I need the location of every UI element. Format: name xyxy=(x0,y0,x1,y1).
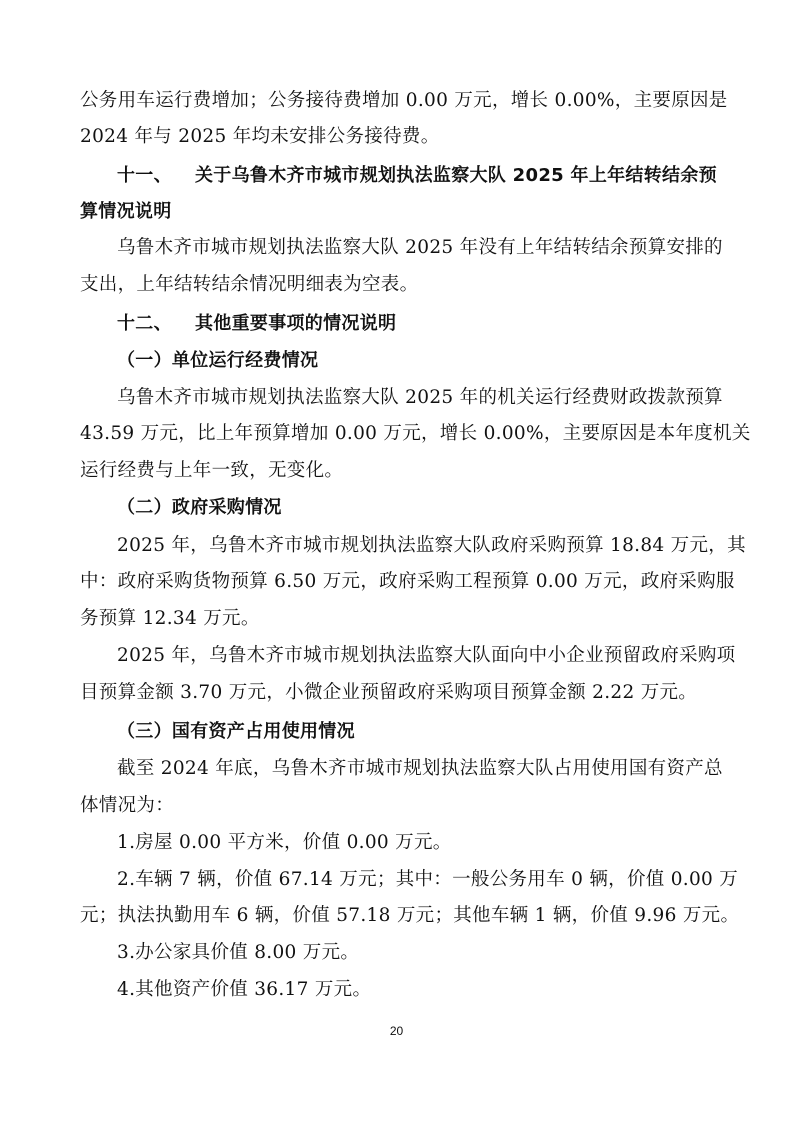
paragraph-line: 乌鲁木齐市城市规划执法监察大队 2025 年没有上年结转结余预算安排的 xyxy=(117,237,723,258)
paragraph-line: 目预算金额 3.70 万元，小微企业预留政府采购项目预算金额 2.22 万元。 xyxy=(80,682,698,703)
list-item: 3.办公家具价值 8.00 万元。 xyxy=(117,942,360,963)
section-heading-12 xyxy=(117,311,720,337)
paragraph-line: 乌鲁木齐市城市规划执法监察大队 2025 年的机关运行经费财政拨款预算 xyxy=(117,387,723,408)
page-number: 20 xyxy=(389,1024,404,1038)
paragraph-line: 2025 年，乌鲁木齐市城市规划执法监察大队政府采购预算 18.84 万元，其 xyxy=(117,535,746,556)
section-heading-11 xyxy=(117,163,720,189)
list-item: 4.其他资产价值 36.17 万元。 xyxy=(117,979,372,1000)
paragraph-line: 务预算 12.34 万元。 xyxy=(80,608,260,629)
paragraph-line: 运行经费与上年一致，无变化。 xyxy=(80,460,344,481)
paragraph-line: 中：政府采购货物预算 6.50 万元，政府采购工程预算 0.00 万元，政府采购服 xyxy=(80,571,735,592)
paragraph-line: 体情况为： xyxy=(80,795,175,816)
subsection-heading: （二）政府采购情况 xyxy=(117,497,282,518)
list-item: 2.车辆 7 辆，价值 67.14 万元；其中：一般公务用车 0 辆，价值 0.00 万 xyxy=(117,869,739,890)
list-item-continuation: 元；执法执勤用车 6 辆，价值 57.18 万元；其他车辆 1 辆，价值 9.96 万元。 xyxy=(80,905,740,926)
subsection-heading: （一）单位运行经费情况 xyxy=(117,350,319,371)
paragraph-line: 公务用车运行费增加；公务接待费增加 0.00 万元，增长 0.00%，主要原因是 xyxy=(80,90,728,111)
section-title: 其他重要事项的情况说明 xyxy=(195,313,397,334)
section-heading-continuation: 算情况说明 xyxy=(80,201,172,222)
subsection-heading: （三）国有资产占用使用情况 xyxy=(117,721,355,742)
paragraph-line: 43.59 万元，比上年预算增加 0.00 万元，增长 0.00%，主要原因是本年度机关 xyxy=(80,423,751,444)
paragraph-line: 截至 2024 年底，乌鲁木齐市城市规划执法监察大队占用使用国有资产总 xyxy=(117,758,723,779)
list-item: 1.房屋 0.00 平方米，价值 0.00 万元。 xyxy=(117,832,452,853)
section-title: 关于乌鲁木齐市城市规划执法监察大队 2025 年上年结转结余预 xyxy=(195,165,717,186)
paragraph-line: 2024 年与 2025 年均未安排公务接待费。 xyxy=(80,126,440,147)
paragraph-line: 支出，上年结转结余情况明细表为空表。 xyxy=(80,274,419,295)
paragraph-line: 2025 年，乌鲁木齐市城市规划执法监察大队面向中小企业预留政府采购项 xyxy=(117,645,736,666)
section-number: 十一、 xyxy=(117,165,172,186)
section-number: 十二、 xyxy=(117,313,172,334)
